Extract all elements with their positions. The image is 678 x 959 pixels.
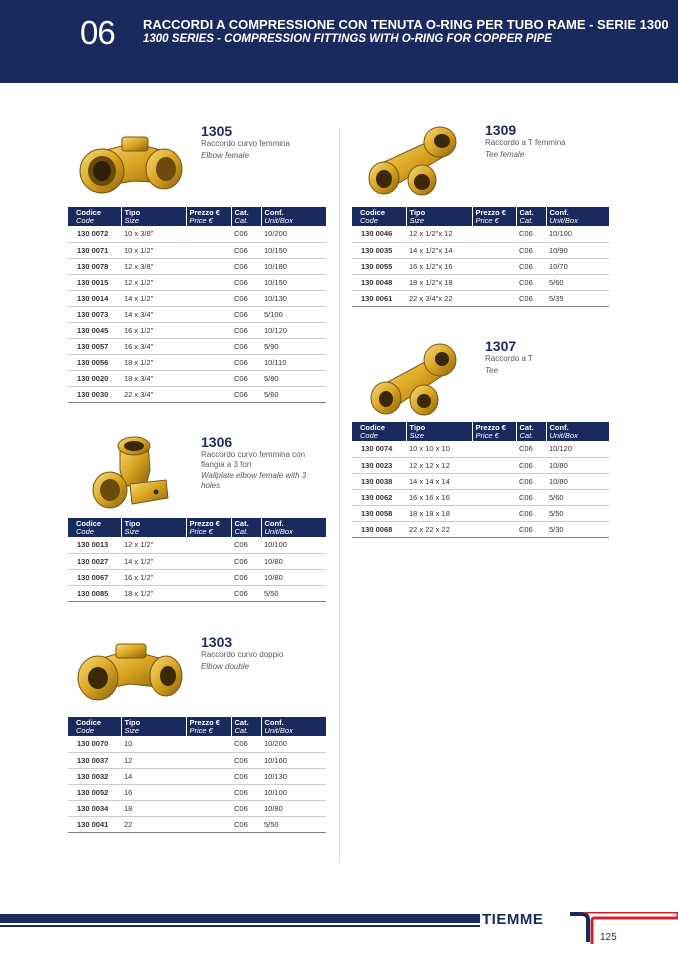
spec-table-1307: [352, 422, 609, 538]
elbow-female-photo: [74, 131, 186, 201]
table-row: [68, 537, 326, 553]
cell-size: 10: [121, 736, 186, 752]
cell-size: 16 x 1/2": [121, 322, 186, 338]
product-number-1305: 1305: [201, 123, 233, 139]
product-name-it-1305: Raccordo curvo femmina: [201, 139, 290, 148]
table-row: [352, 226, 609, 242]
table-row: [68, 768, 326, 784]
table-row: [68, 386, 326, 402]
col-code: Codice Code: [360, 423, 386, 440]
cell-cat: C06: [231, 800, 261, 816]
cell-size: 10 x 1/2": [121, 242, 186, 258]
cell-code: 130 0032: [68, 768, 121, 784]
col-price: Prezzo € Price €: [472, 422, 516, 441]
cell-size: 12 x 3/8": [121, 258, 186, 274]
cell-price: [186, 258, 231, 274]
cell-price: [186, 322, 231, 338]
col-cat: Cat. Cat.: [516, 207, 546, 226]
cell-price: [186, 736, 231, 752]
cell-code: 130 0085: [68, 585, 121, 601]
cell-price: [186, 370, 231, 386]
col-price: Prezzo € Price €: [186, 518, 231, 537]
cell-code: 130 0023: [352, 457, 406, 473]
cell-cat: C06: [231, 290, 261, 306]
cell-code: 130 0015: [68, 274, 121, 290]
product-name-it-1303: Raccordo curvo doppio: [201, 650, 284, 659]
cell-price: [186, 800, 231, 816]
cell-code: 130 0071: [68, 242, 121, 258]
spec-table-1306: [68, 518, 326, 602]
product-number-1303: 1303: [201, 634, 233, 650]
column-divider: [339, 128, 340, 863]
table-row: [352, 274, 609, 290]
page-title: RACCORDI A COMPRESSIONE CON TENUTA O-RING PER TUBO RAME - SERIE 1300: [143, 17, 669, 32]
cell-box: 10/80: [546, 473, 609, 489]
cell-price: [186, 290, 231, 306]
cell-price: [472, 457, 516, 473]
cell-cat: C06: [231, 306, 261, 322]
tee-female-photo: [366, 124, 460, 200]
cell-cat: C06: [231, 370, 261, 386]
cell-code: 130 0037: [68, 752, 121, 768]
cell-cat: C06: [231, 537, 261, 553]
table-row: [352, 242, 609, 258]
cell-cat: C06: [516, 489, 546, 505]
cell-cat: C06: [516, 505, 546, 521]
cell-code: 130 0027: [68, 553, 121, 569]
col-cat: Cat. Cat.: [231, 717, 261, 736]
cell-box: 10/130: [261, 768, 326, 784]
cell-size: 14 x 14 x 14: [406, 473, 472, 489]
table-row: [68, 322, 326, 338]
col-size: Tipo Size: [121, 717, 186, 736]
cell-cat: C06: [231, 226, 261, 242]
product-name-en-1309: Tee female: [485, 150, 525, 159]
cell-box: 10/180: [261, 258, 326, 274]
cell-size: 18 x 1/2": [121, 585, 186, 601]
spec-table-1305: [68, 207, 326, 403]
cell-box: 10/100: [546, 226, 609, 242]
cell-code: 130 0052: [68, 784, 121, 800]
cell-cat: C06: [516, 258, 546, 274]
cell-size: 18 x 3/4": [121, 370, 186, 386]
cell-code: 130 0030: [68, 386, 121, 402]
table-row: [68, 226, 326, 242]
cell-box: 10/70: [546, 258, 609, 274]
cell-box: 5/50: [546, 505, 609, 521]
table-row: [68, 800, 326, 816]
product-name-en-1305: Elbow female: [201, 151, 250, 160]
table-row: [68, 585, 326, 601]
table-row: [68, 274, 326, 290]
product-number-1309: 1309: [485, 122, 517, 138]
table-row: [68, 306, 326, 322]
table-row: [68, 338, 326, 354]
cell-code: 130 0072: [68, 226, 121, 242]
table-row: [352, 258, 609, 274]
cell-box: 10/150: [261, 242, 326, 258]
cell-price: [186, 816, 231, 832]
cell-size: 18 x 1/2": [121, 354, 186, 370]
cell-size: 16 x 3/4": [121, 338, 186, 354]
cell-box: 5/60: [546, 274, 609, 290]
cell-box: 5/100: [261, 306, 326, 322]
cell-size: 18 x 18 x 18: [406, 505, 472, 521]
cell-size: 16: [121, 784, 186, 800]
cell-cat: C06: [231, 768, 261, 784]
cell-code: 130 0055: [352, 258, 406, 274]
cell-cat: C06: [231, 322, 261, 338]
cell-box: 5/90: [261, 338, 326, 354]
cell-code: 130 0034: [68, 800, 121, 816]
cell-code: 130 0057: [68, 338, 121, 354]
cell-size: 16 x 1/2": [121, 569, 186, 585]
cell-size: 18 x 1/2"x 18: [406, 274, 472, 290]
cell-box: 10/160: [261, 752, 326, 768]
cell-cat: C06: [231, 585, 261, 601]
cell-code: 130 0078: [68, 258, 121, 274]
cell-size: 10 x 3/8": [121, 226, 186, 242]
col-size: Tipo Size: [121, 207, 186, 226]
cell-box: 10/120: [261, 322, 326, 338]
cell-box: 10/80: [546, 457, 609, 473]
tee-photo: [368, 340, 460, 418]
cell-box: 10/80: [261, 553, 326, 569]
cell-price: [186, 338, 231, 354]
cell-code: 130 0062: [352, 489, 406, 505]
cell-cat: C06: [231, 569, 261, 585]
cell-code: 130 0070: [68, 736, 121, 752]
col-box: Conf. Unit/Box: [546, 207, 609, 226]
cell-cat: C06: [231, 354, 261, 370]
product-name-it-1307: Raccordo a T: [485, 354, 533, 363]
col-box: Conf. Unit/Box: [546, 422, 609, 441]
table-row: [352, 521, 609, 537]
product-name-en-1306: Wallplate elbow female with 3 holes: [201, 471, 307, 490]
cell-code: 130 0014: [68, 290, 121, 306]
product-name-it-1306: Raccordo curvo femmina con flangia a 3 fori: [201, 450, 306, 469]
cell-size: 16 x 1/2"x 16: [406, 258, 472, 274]
cell-cat: C06: [231, 553, 261, 569]
col-size: Tipo Size: [406, 207, 472, 226]
table-row: [68, 354, 326, 370]
cell-box: 5/60: [546, 489, 609, 505]
product-number-1307: 1307: [485, 338, 517, 354]
col-price: Prezzo € Price €: [186, 717, 231, 736]
col-cat: Cat. Cat.: [516, 422, 546, 441]
table-row: [352, 473, 609, 489]
cell-box: 5/60: [261, 386, 326, 402]
cell-size: 14 x 1/2": [121, 553, 186, 569]
cell-code: 130 0073: [68, 306, 121, 322]
cell-box: 10/80: [261, 569, 326, 585]
cell-size: 10 x 10 x 10: [406, 441, 472, 457]
cell-cat: C06: [516, 441, 546, 457]
table-row: [352, 457, 609, 473]
cell-price: [472, 441, 516, 457]
col-box: Conf. Unit/Box: [261, 717, 326, 736]
table-row: [352, 290, 609, 306]
cell-code: 130 0041: [68, 816, 121, 832]
cell-price: [186, 752, 231, 768]
table-header-row: [352, 207, 609, 226]
table-row: [68, 816, 326, 832]
chapter-number: 06: [80, 14, 115, 51]
cell-size: 12 x 1/2": [121, 537, 186, 553]
cell-box: 5/30: [546, 521, 609, 537]
cell-box: 10/150: [261, 274, 326, 290]
cell-price: [186, 537, 231, 553]
cell-size: 12 x 1/2"x 12: [406, 226, 472, 242]
table-row: [352, 505, 609, 521]
table-row: [68, 569, 326, 585]
cell-code: 130 0020: [68, 370, 121, 386]
col-code: Codice Code: [76, 519, 102, 536]
cell-size: 22: [121, 816, 186, 832]
cell-cat: C06: [516, 226, 546, 242]
table-row: [68, 290, 326, 306]
cell-cat: C06: [516, 274, 546, 290]
col-code: Codice Code: [76, 208, 102, 225]
wallplate-elbow-photo: [90, 434, 170, 512]
col-size: Tipo Size: [121, 518, 186, 537]
table-row: [68, 370, 326, 386]
cell-price: [472, 258, 516, 274]
cell-code: 130 0045: [68, 322, 121, 338]
cell-code: 130 0061: [352, 290, 406, 306]
cell-price: [472, 242, 516, 258]
product-name-it-1309: Raccordo a T femmina: [485, 138, 566, 147]
cell-size: 22 x 3/4"x 22: [406, 290, 472, 306]
cell-price: [186, 306, 231, 322]
cell-box: 10/110: [261, 354, 326, 370]
cell-price: [186, 226, 231, 242]
spec-table-1309: [352, 207, 609, 307]
page-number: 125: [600, 932, 617, 943]
cell-price: [186, 274, 231, 290]
cell-cat: C06: [231, 338, 261, 354]
cell-code: 130 0068: [352, 521, 406, 537]
cell-box: 10/200: [261, 736, 326, 752]
cell-cat: C06: [516, 457, 546, 473]
cell-box: 5/35: [546, 290, 609, 306]
cell-cat: C06: [516, 521, 546, 537]
cell-box: 10/120: [546, 441, 609, 457]
cell-box: 10/100: [261, 784, 326, 800]
cell-size: 14 x 1/2": [121, 290, 186, 306]
cell-cat: C06: [516, 242, 546, 258]
cell-cat: C06: [231, 784, 261, 800]
col-size: Tipo Size: [406, 422, 472, 441]
cell-size: 14 x 1/2"x 14: [406, 242, 472, 258]
cell-code: 130 0056: [68, 354, 121, 370]
col-cat: Cat. Cat.: [231, 207, 261, 226]
brand-logo: TIEMME: [480, 911, 575, 928]
cell-size: 12: [121, 752, 186, 768]
cell-cat: C06: [231, 258, 261, 274]
cell-size: 18: [121, 800, 186, 816]
col-price: Prezzo € Price €: [186, 207, 231, 226]
product-name-en-1303: Elbow double: [201, 662, 250, 671]
table-header-row: [68, 518, 326, 537]
cell-price: [186, 553, 231, 569]
cell-box: 5/80: [261, 370, 326, 386]
table-row: [68, 258, 326, 274]
table-row: [352, 441, 609, 457]
cell-box: 10/80: [261, 800, 326, 816]
table-row: [68, 242, 326, 258]
cell-size: 14 x 3/4": [121, 306, 186, 322]
cell-code: 130 0046: [352, 226, 406, 242]
cell-cat: C06: [231, 274, 261, 290]
cell-price: [186, 354, 231, 370]
cell-box: 10/200: [261, 226, 326, 242]
elbow-double-photo: [74, 640, 186, 706]
table-header-row: [352, 422, 609, 441]
cell-price: [472, 473, 516, 489]
cell-code: 130 0013: [68, 537, 121, 553]
cell-price: [472, 489, 516, 505]
col-cat: Cat. Cat.: [231, 518, 261, 537]
cell-box: 5/50: [261, 585, 326, 601]
cell-price: [472, 290, 516, 306]
cell-box: 10/100: [261, 537, 326, 553]
cell-price: [186, 784, 231, 800]
cell-cat: C06: [231, 816, 261, 832]
cell-code: 130 0038: [352, 473, 406, 489]
cell-price: [186, 585, 231, 601]
cell-price: [186, 242, 231, 258]
table-header-row: [68, 717, 326, 736]
product-name-en-1307: Tee: [485, 366, 499, 375]
table-row: [68, 784, 326, 800]
cell-cat: C06: [231, 736, 261, 752]
cell-size: 22 x 22 x 22: [406, 521, 472, 537]
cell-size: 16 x 16 x 16: [406, 489, 472, 505]
table-header-row: [68, 207, 326, 226]
table-row: [352, 489, 609, 505]
cell-price: [186, 768, 231, 784]
col-code: Codice Code: [360, 208, 386, 225]
cell-cat: C06: [231, 242, 261, 258]
cell-cat: C06: [231, 386, 261, 402]
cell-price: [472, 274, 516, 290]
cell-cat: C06: [516, 290, 546, 306]
cell-code: 130 0067: [68, 569, 121, 585]
cell-price: [472, 521, 516, 537]
cell-code: 130 0058: [352, 505, 406, 521]
table-row: [68, 553, 326, 569]
cell-size: 12 x 1/2": [121, 274, 186, 290]
brand-swoosh-icon: [570, 912, 678, 946]
cell-size: 14: [121, 768, 186, 784]
cell-code: 130 0048: [352, 274, 406, 290]
cell-cat: C06: [516, 473, 546, 489]
cell-box: 5/50: [261, 816, 326, 832]
col-box: Conf. Unit/Box: [261, 207, 326, 226]
col-box: Conf. Unit/Box: [261, 518, 326, 537]
cell-box: 10/130: [261, 290, 326, 306]
page-header: [0, 0, 678, 83]
cell-box: 10/90: [546, 242, 609, 258]
spec-table-1303: [68, 717, 326, 833]
cell-size: 12 x 12 x 12: [406, 457, 472, 473]
page-subtitle: 1300 SERIES - COMPRESSION FITTINGS WITH O-RING FOR COPPER PIPE: [143, 33, 552, 45]
cell-size: 22 x 3/4": [121, 386, 186, 402]
col-code: Codice Code: [76, 718, 102, 735]
cell-price: [186, 569, 231, 585]
product-number-1306: 1306: [201, 434, 233, 450]
cell-price: [186, 386, 231, 402]
table-row: [68, 752, 326, 768]
col-price: Prezzo € Price €: [472, 207, 516, 226]
cell-code: 130 0035: [352, 242, 406, 258]
cell-code: 130 0074: [352, 441, 406, 457]
cell-cat: C06: [231, 752, 261, 768]
cell-price: [472, 505, 516, 521]
table-row: [68, 736, 326, 752]
cell-price: [472, 226, 516, 242]
